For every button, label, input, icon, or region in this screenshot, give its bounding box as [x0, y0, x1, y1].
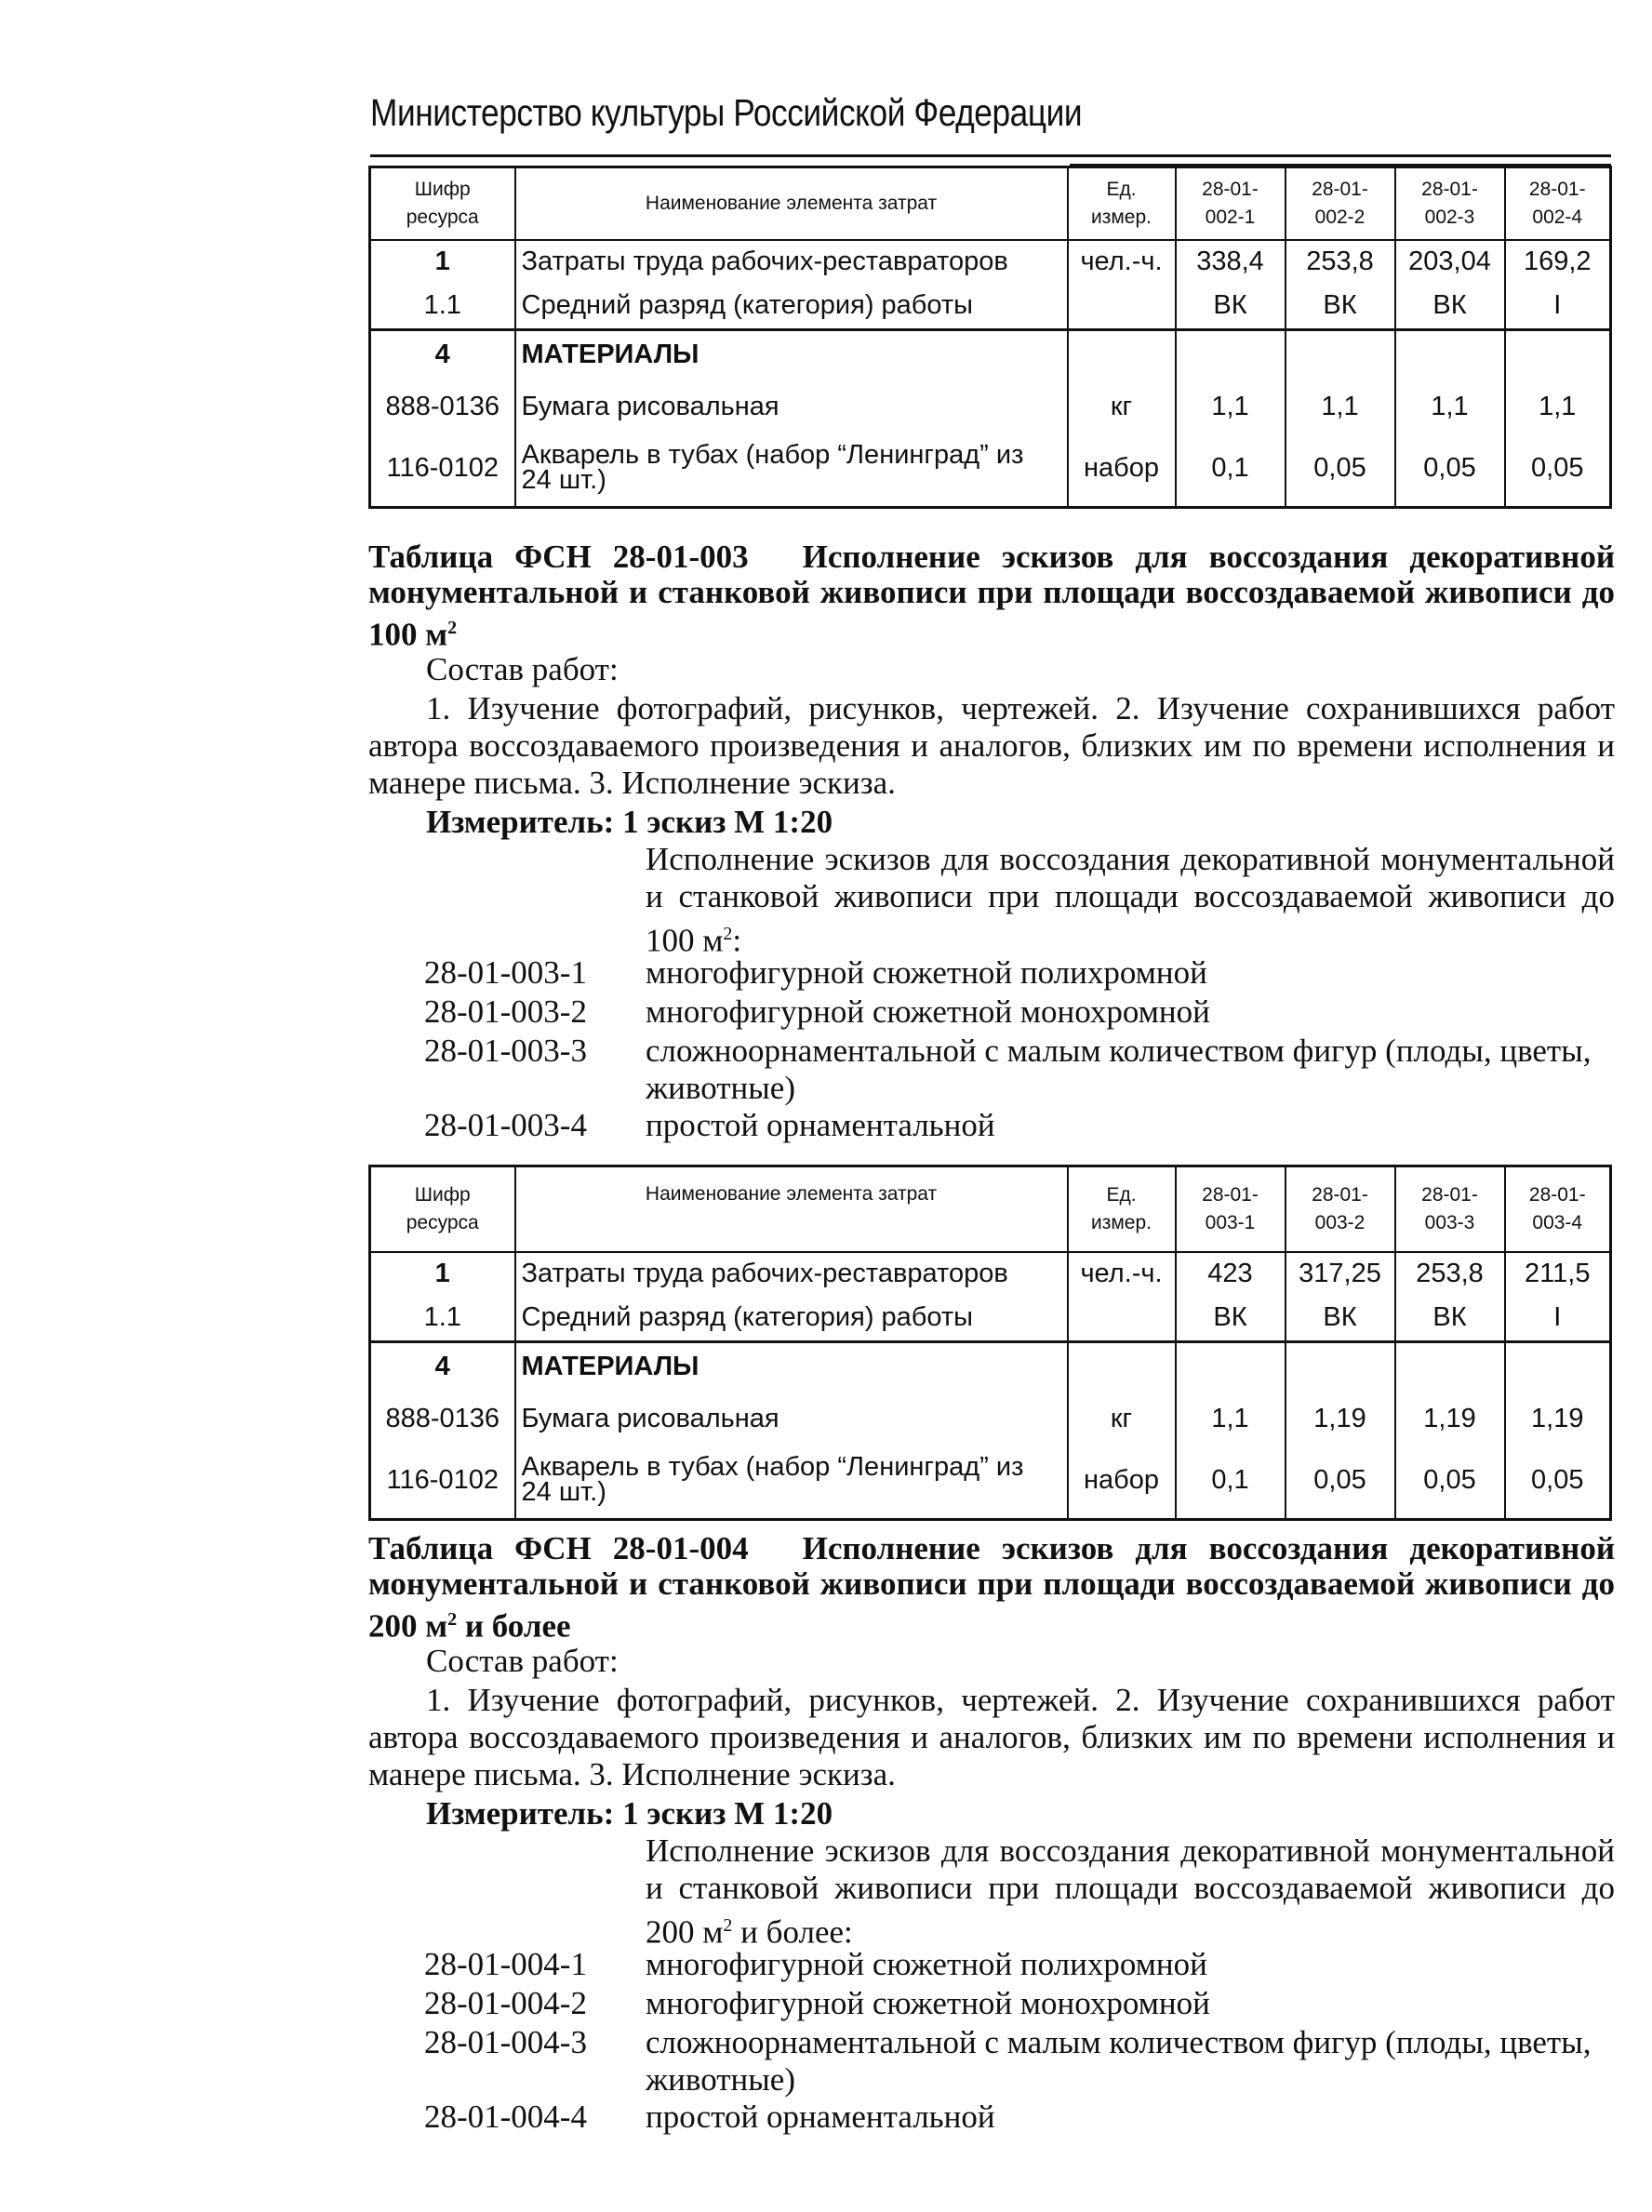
col-header-variant: 28-01- 002-2: [1286, 167, 1395, 241]
value-cell: ВК: [1395, 282, 1505, 330]
value-cell: [1176, 330, 1286, 379]
value-cell: 1,1: [1176, 378, 1286, 435]
page-header-title: Министерство культуры Российской Федерации: [370, 91, 1083, 134]
col-header-code: Шифр ресурса: [370, 167, 515, 241]
cost-element-name: Акварель в тубах (набор “Ленинград” из 24 шт.): [515, 1447, 1068, 1520]
value-cell: 0,05: [1395, 435, 1505, 508]
cost-element-name: Средний разряд (категория) работы: [515, 1294, 1068, 1342]
norms-table-28-01-003: [368, 1165, 1612, 1521]
value-cell: 1,19: [1286, 1390, 1395, 1447]
value-cell: 203,04: [1395, 240, 1505, 282]
items-intro: Исполнение эскизов для воссоздания декоративной монументальной и станковой живописи при площади воссоздаваемой живописи до 100 $м^2$:: [646, 841, 1615, 959]
value-cell: ВК: [1395, 1294, 1505, 1342]
item-code: 28-01-003-3: [424, 1033, 587, 1069]
table-header-row: [370, 1166, 1611, 1253]
table-row: [370, 378, 1611, 435]
col-header-variant: 28-01- 003-4: [1505, 1166, 1611, 1253]
resource-code: 888-0136: [370, 378, 515, 435]
items-intro: Исполнение эскизов для воссоздания декоративной монументальной и станковой живописи при площади воссоздаваемой живописи до 200 $м^2$ и более:: [646, 1832, 1615, 1951]
unit-cell: [1068, 1342, 1176, 1391]
item-text: многофигурной сюжетной полихромной: [646, 954, 1207, 991]
value-cell: 1,1: [1395, 378, 1505, 435]
item-code: 28-01-004-1: [424, 1946, 587, 1982]
table-row: [370, 240, 1611, 282]
superscript: 2: [447, 1609, 458, 1630]
value-cell: 0,05: [1286, 1447, 1395, 1520]
value-cell: 423: [1176, 1252, 1286, 1294]
value-cell: 0,1: [1176, 1447, 1286, 1520]
col-header-code: Шифр ресурса: [370, 1166, 515, 1253]
col-header-variant: 28-01- 002-1: [1176, 167, 1286, 241]
value-cell: [1505, 330, 1611, 379]
unit-cell: кг: [1068, 1390, 1176, 1447]
table-title-text: Исполнение эскизов для воссоздания декоративной монументальной и станковой живописи при площади воссоздаваемой живописи до 200 м: [368, 1530, 1615, 1645]
resource-code: 1.1: [370, 282, 515, 330]
value-cell: [1395, 1342, 1505, 1391]
value-cell: 253,8: [1395, 1252, 1505, 1294]
header-rule: [370, 154, 1611, 157]
unit-cell: набор: [1068, 1447, 1176, 1520]
value-cell: ВК: [1176, 282, 1286, 330]
value-cell: 0,05: [1505, 1447, 1611, 1520]
col-header-variant: 28-01- 003-2: [1286, 1166, 1395, 1253]
value-cell: I: [1505, 282, 1611, 330]
col-header-name: Наименование элемента затрат: [515, 1166, 1068, 1253]
item-code: 28-01-003-1: [424, 954, 587, 991]
item-text: многофигурной сюжетной полихромной: [646, 1946, 1207, 1982]
value-cell: [1395, 330, 1505, 379]
item-code: 28-01-003-2: [424, 993, 587, 1030]
item-code: 28-01-004-4: [424, 2099, 587, 2135]
composition-text: 1. Изучение фотографий, рисунков, чертежей. 2. Изучение сохранившихся работ автора воссоздаваемого произведения и аналогов, близких им по времени исполнения и манере письма. 3. Исполнение эскиза.: [368, 690, 1615, 801]
value-cell: 1,19: [1505, 1390, 1611, 1447]
cost-element-name: Затраты труда рабочих-реставраторов: [515, 1252, 1068, 1294]
value-cell: ВК: [1176, 1294, 1286, 1342]
item-code: 28-01-004-2: [424, 1985, 587, 2021]
value-cell: 1,1: [1176, 1390, 1286, 1447]
cost-element-name: Средний разряд (категория) работы: [515, 282, 1068, 330]
item-code: 28-01-003-4: [424, 1107, 587, 1143]
value-cell: 211,5: [1505, 1252, 1611, 1294]
resource-code: 116-0102: [370, 1447, 515, 1520]
col-header-unit: Ед. измер.: [1068, 1166, 1176, 1253]
meter: Измеритель: 1 эскиз М 1:20: [426, 1795, 833, 1832]
composition-label: Состав работ:: [426, 651, 619, 687]
item-text: простой орнаментальной: [646, 2099, 995, 2135]
col-header-variant: 28-01- 003-3: [1395, 1166, 1505, 1253]
cost-element-name: Акварель в тубах (набор “Ленинград” из 24 шт.): [515, 435, 1068, 508]
resource-code: 4: [370, 330, 515, 379]
table-label: Таблица ФСН 28-01-004: [368, 1530, 749, 1566]
resource-code: 1.1: [370, 1294, 515, 1342]
value-cell: 0,05: [1505, 435, 1611, 508]
col-header-variant: 28-01- 002-3: [1395, 167, 1505, 241]
table-row: [370, 330, 1611, 379]
table-label: Таблица ФСН 28-01-003: [368, 539, 749, 575]
table-row: [370, 1390, 1611, 1447]
cost-element-name: Бумага рисовальная: [515, 378, 1068, 435]
value-cell: 0,1: [1176, 435, 1286, 508]
cost-element-name: Затраты труда рабочих-реставраторов: [515, 240, 1068, 282]
resource-code: 1: [370, 1252, 515, 1294]
value-cell: I: [1505, 1294, 1611, 1342]
value-cell: [1505, 1342, 1611, 1391]
table-title-text-end: и более: [457, 1607, 571, 1645]
value-cell: 169,2: [1505, 240, 1611, 282]
unit-cell: [1068, 330, 1176, 379]
composition-label: Состав работ:: [426, 1643, 619, 1679]
cost-element-name: Бумага рисовальная: [515, 1390, 1068, 1447]
cost-element-name: МАТЕРИАЛЫ: [515, 330, 1068, 379]
unit-cell: чел.-ч.: [1068, 1252, 1176, 1294]
table-row: [370, 1294, 1611, 1342]
col-header-name: Наименование элемента затрат: [515, 167, 1068, 241]
unit-cell: набор: [1068, 435, 1176, 508]
value-cell: 253,8: [1286, 240, 1395, 282]
col-header-variant: 28-01- 003-1: [1176, 1166, 1286, 1253]
composition-text: 1. Изучение фотографий, рисунков, чертежей. 2. Изучение сохранившихся работ автора воссоздаваемого произведения и аналогов, близких им по времени исполнения и манере письма. 3. Исполнение эскиза.: [368, 1682, 1615, 1792]
item-text: простой орнаментальной: [646, 1107, 995, 1143]
value-cell: 0,05: [1395, 1447, 1505, 1520]
item-text: сложноорнаментальной с малым количеством фигур (плоды, цветы, животные): [646, 1033, 1592, 1106]
table-row: [370, 1447, 1611, 1520]
item-text: многофигурной сюжетной монохромной: [646, 1985, 1210, 2021]
value-cell: ВК: [1286, 282, 1395, 330]
table-title-28-01-003: [368, 540, 1615, 653]
unit-cell: [1068, 1294, 1176, 1342]
item-code: 28-01-004-3: [424, 2024, 587, 2060]
value-cell: [1286, 1342, 1395, 1391]
table-title-28-01-004: [368, 1531, 1615, 1645]
cost-element-name: МАТЕРИАЛЫ: [515, 1342, 1068, 1391]
unit-cell: кг: [1068, 378, 1176, 435]
value-cell: 1,19: [1395, 1390, 1505, 1447]
resource-code: 4: [370, 1342, 515, 1391]
meter: Измеритель: 1 эскиз М 1:20: [426, 804, 833, 840]
resource-code: 1: [370, 240, 515, 282]
table-row: [370, 282, 1611, 330]
col-header-variant: 28-01- 002-4: [1505, 167, 1611, 241]
item-text: сложноорнаментальной с малым количеством фигур (плоды, цветы, животные): [646, 2024, 1592, 2098]
table-row: [370, 435, 1611, 508]
table-title-text: Исполнение эскизов для воссоздания декоративной монументальной и станковой живописи при площади воссоздаваемой живописи до 100 м: [368, 539, 1615, 653]
table-row: [370, 1252, 1611, 1294]
table-row: [370, 1342, 1611, 1391]
col-header-unit: Ед. измер.: [1068, 167, 1176, 241]
value-cell: 0,05: [1286, 435, 1395, 508]
value-cell: 338,4: [1176, 240, 1286, 282]
unit-cell: [1068, 282, 1176, 330]
item-text: многофигурной сюжетной монохромной: [646, 993, 1210, 1030]
resource-code: 116-0102: [370, 435, 515, 508]
resource-code: 888-0136: [370, 1390, 515, 1447]
superscript: 2: [447, 618, 458, 638]
value-cell: [1176, 1342, 1286, 1391]
value-cell: ВК: [1286, 1294, 1395, 1342]
unit-cell: чел.-ч.: [1068, 240, 1176, 282]
value-cell: 1,1: [1505, 378, 1611, 435]
value-cell: 317,25: [1286, 1252, 1395, 1294]
value-cell: 1,1: [1286, 378, 1395, 435]
table-header-row: [370, 167, 1611, 241]
value-cell: [1286, 330, 1395, 379]
norms-table-28-01-002: [368, 166, 1612, 509]
